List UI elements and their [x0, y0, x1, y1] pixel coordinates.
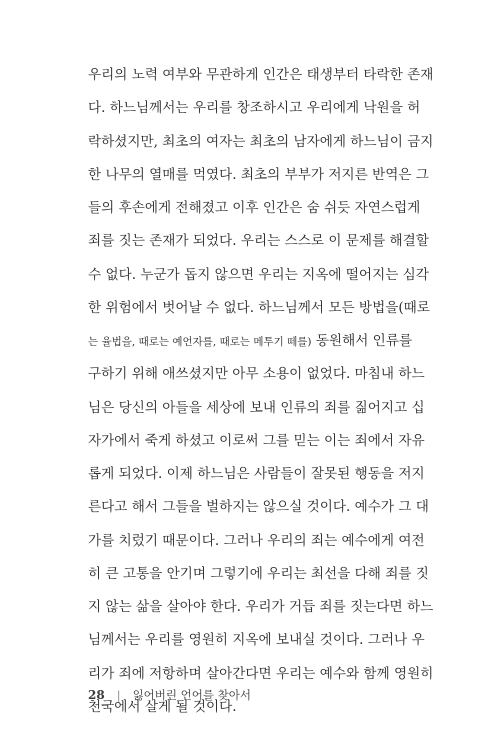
text-line: 우리의 노력 여부와 무관하게 인간은 태생부터 타락한 존재 — [88, 67, 434, 83]
text-line: 자가에서 죽게 하셨고 이로써 그를 믿는 이는 죄에서 자유 — [88, 432, 425, 449]
text-line: 지 않는 삶을 살아야 한다. 우리가 거듭 죄를 짓는다면 하느 — [88, 599, 434, 615]
parenthetical-small-text: 는 율법을, 때로는 예언자를, 때로는 메투기 떼를) — [88, 336, 312, 348]
text-line: 롭게 되었다. 이제 하느님은 사람들이 잘못된 행동을 저지 — [88, 466, 425, 482]
text-line: 천국에서 살게 될 것이다. — [88, 698, 237, 715]
text-line: 수 없다. 누군가 돕지 않으면 우리는 지옥에 떨어지는 심각 — [88, 266, 429, 283]
text-line: 들의 후손에게 전해졌고 이후 인간은 숨 쉬듯 자연스럽게 — [88, 200, 421, 216]
page-footer — [88, 687, 251, 703]
body-text — [88, 59, 434, 724]
text-line: 락하셨지만, 최초의 여자는 최초의 남자에게 하느님이 금지 — [88, 133, 434, 150]
text-line-remainder: 동원해서 인류를 — [311, 333, 413, 349]
text-line: 히 큰 고통을 안기며 그렇기에 우리는 최선을 다해 죄를 짓 — [88, 565, 429, 582]
text-line: 죄를 짓는 존재가 되었다. 우리는 스스로 이 문제를 해결할 — [88, 233, 429, 250]
text-line: 님께서는 우리를 영원히 지옥에 보내실 것이다. 그러나 우 — [88, 632, 425, 649]
book-title: 잃어버린 언어를 찾아서 — [132, 688, 251, 702]
text-line — [88, 325, 413, 358]
footer-separator: | — [116, 688, 121, 702]
text-line: 리가 죄에 저항하며 살아간다면 우리는 예수와 함께 영원히 — [88, 665, 434, 682]
text-line: 가를 치렀기 때문이다. 그러나 우리의 죄는 예수에게 여전 — [88, 532, 425, 549]
text-line: 다. 하느님께서는 우리를 창조하시고 우리에게 낙원을 허 — [88, 100, 421, 117]
text-line: 한 나무의 열매를 먹였다. 최초의 부부가 저지른 반역은 그 — [88, 166, 429, 183]
text-line: 른다고 해서 그들을 벌하지는 않으실 것이다. 예수가 그 대 — [88, 499, 429, 516]
text-line: 님은 당신의 아들을 세상에 보내 인류의 죄를 짊어지고 십 — [88, 399, 425, 416]
text-line: 구하기 위해 애쓰셨지만 아무 소용이 없었다. 마침내 하느 — [88, 366, 425, 383]
text-line: 한 위험에서 벗어날 수 없다. 하느님께서 모든 방법을(때로 — [88, 299, 430, 316]
page-number: 28 — [88, 688, 105, 702]
